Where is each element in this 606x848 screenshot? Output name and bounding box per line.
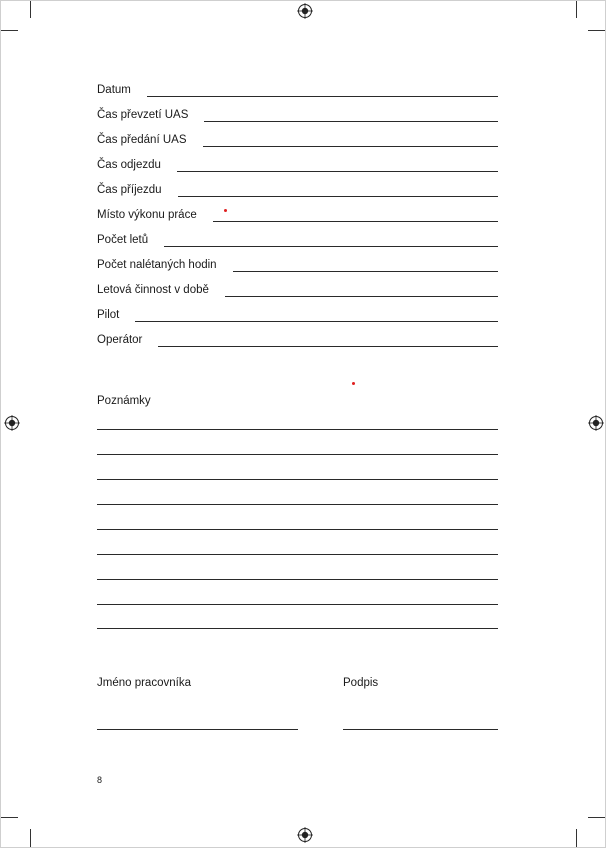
field-label: Čas převzetí UAS <box>97 109 189 121</box>
crop-mark-bottom-left <box>30 829 31 847</box>
field-label: Datum <box>97 84 131 96</box>
notes-line[interactable] <box>97 554 498 555</box>
field-label: Místo výkonu práce <box>97 209 197 221</box>
notes-line[interactable] <box>97 604 498 605</box>
worker-name-label: Jméno pracovníka <box>97 677 191 689</box>
red-dot-marker <box>224 209 227 212</box>
fill-line[interactable] <box>203 146 499 147</box>
notes-line[interactable] <box>97 628 498 629</box>
worker-name-line[interactable] <box>97 729 298 730</box>
notes-line[interactable] <box>97 429 498 430</box>
field-label: Čas příjezdu <box>97 184 162 196</box>
field-cas-prevzeti-uas[interactable] <box>97 102 498 124</box>
notes-label: Poznámky <box>97 395 151 407</box>
field-label: Počet letů <box>97 234 149 246</box>
registration-mark-right-icon <box>588 415 604 431</box>
crop-mark-bottom-left-h <box>1 817 18 818</box>
fill-line[interactable] <box>177 171 498 172</box>
registration-mark-bottom-icon <box>297 827 313 843</box>
field-label: Letová činnost v době <box>97 284 209 296</box>
field-label: Čas odjezdu <box>97 159 161 171</box>
fill-line[interactable] <box>233 271 498 272</box>
signature-line[interactable] <box>343 729 498 730</box>
fill-line[interactable] <box>147 96 498 97</box>
field-operator[interactable] <box>97 327 498 349</box>
field-label: Pilot <box>97 309 120 321</box>
crop-mark-top-left-h <box>1 30 18 31</box>
fill-line[interactable] <box>204 121 498 122</box>
crop-mark-top-right-h <box>588 30 605 31</box>
notes-line[interactable] <box>97 479 498 480</box>
field-datum[interactable] <box>97 77 498 99</box>
fill-line[interactable] <box>135 321 498 322</box>
field-letova-cinnost[interactable] <box>97 277 498 299</box>
field-pilot[interactable] <box>97 302 498 324</box>
crop-mark-bottom-right-h <box>588 817 605 818</box>
field-cas-predani-uas[interactable] <box>97 127 498 149</box>
field-pocet-nalétanych-hodin[interactable] <box>97 252 498 274</box>
fill-line[interactable] <box>164 246 498 247</box>
fill-line[interactable] <box>178 196 498 197</box>
field-label: Čas předání UAS <box>97 134 187 146</box>
registration-mark-top-icon <box>297 3 313 19</box>
notes-line[interactable] <box>97 504 498 505</box>
fill-line[interactable] <box>225 296 498 297</box>
field-cas-odjezdu[interactable] <box>97 152 498 174</box>
registration-mark-left-icon <box>4 415 20 431</box>
notes-line[interactable] <box>97 529 498 530</box>
page-number: 8 <box>97 775 103 785</box>
notes-line[interactable] <box>97 579 498 580</box>
field-cas-prijezdu[interactable] <box>97 177 498 199</box>
fill-line[interactable] <box>213 221 498 222</box>
field-misto-vykonu-prace[interactable] <box>97 202 498 224</box>
red-dot-marker <box>352 382 355 385</box>
signature-label: Podpis <box>343 677 379 689</box>
fill-line[interactable] <box>158 346 498 347</box>
notes-line[interactable] <box>97 454 498 455</box>
crop-mark-bottom-right <box>576 829 577 847</box>
crop-mark-top-right <box>576 1 577 18</box>
crop-mark-top-left <box>30 1 31 18</box>
field-pocet-letu[interactable] <box>97 227 498 249</box>
field-label: Operátor <box>97 334 143 346</box>
field-label: Počet nalétaných hodin <box>97 259 217 271</box>
